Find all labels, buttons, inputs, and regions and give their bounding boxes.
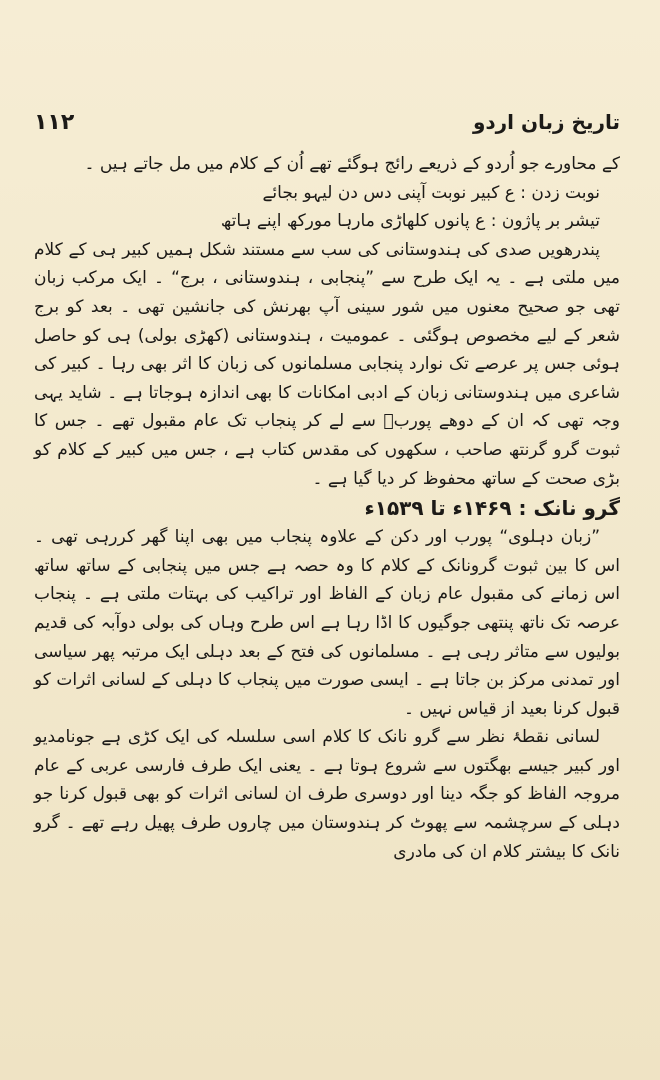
page-body xyxy=(34,150,620,866)
paragraph-2: پندرھویں صدی کی ہندوستانی کی سب سے مستند شکل ہمیں کبیر ہی کے کلام میں ملتی ہے ۔ یہ ایک طرح سے ”پنجابی ، ہندوستانی ، برج“ ۔ ایک مرکب زبان تھی جو صحیح معنوں میں شور سینی آپ بھرنش کی جانشین تھی ۔ بعد کو برج شعر کے لیے مخصوص ہوگئی ۔ عمومیت ، ہندوستانی (کھڑی بولی) ہی کو حاصل ہوئی جس پر عرصے تک نوارد پنجابی مسلمانوں کی زبان کا اثر بھی رہا ۔ کبیر کی شاعری میں ہندوستانی زبان کے ادبی امکانات کا بھی اندازہ ہوجاتا ہے ۔ شاید یہی وجہ تھی کہ ان کے دوھے پوربؔ سے لے کر پنجاب تک عام مقبول تھے ۔ جس کا ثبوت گرو گرنتھ صاحب ، سکھوں کی مقدس کتاب ہے ، جس میں کبیر کے کلام کو بڑی صحت کے ساتھ محفوظ کر دیا گیا ہے ۔ xyxy=(34,239,620,489)
paragraph-3: ”زبان دہلوی“ پورب اور دکن کے علاوہ پنجاب میں بھی اپنا گھر کررہی تھی ۔ اس کا بین ثبوت گرونانک کے کلام کا وہ حصہ ہے جس میں پنجابی کے ساتھ ساتھ اس زمانے کی مقبول عام زبان کے الفاظ اور تراکیب کی بہتات ملتی ہے ۔ پنجاب عرصہ تک ناتھ پنتھی جوگیوں کا اڈا رہا ہے اس طرح وہاں کی بولی دوآبہ کی قدیم بولیوں سے متاثر رہی ہے ۔ مسلمانوں کی فتح کے بعد دہلی ایک مرتبہ پھر سیاسی اور تمدنی مرکز بن جاتا ہے ۔ ایسی صورت میں پنجاب کا دہلی کے لسانی اثرات کو قبول کرنا بعید از قیاس نہیں ۔ xyxy=(34,527,620,719)
paragraph-4: لسانی نقطۂ نظر سے گرو نانک کا کلام اسی سلسلہ کی ایک کڑی ہے جونامدیو اور کبیر جیسے بھگتوں سے شروع ہوتا ہے ۔ یعنی ایک طرف فارسی عربی کے عام مروجہ الفاظ کو جگہ دینا اور دوسری طرف ان لسانی اثرات کو بھی قبول کرنا جو دہلی کے سرچشمہ سے پھوٹ کر ہندوستان میں چاروں طرف پھیل رہے تھے ۔ گرو نانک کا بیشتر کلام ان کی مادری xyxy=(34,727,620,862)
page-header xyxy=(34,110,620,140)
running-title: تاریخ زبان اردو xyxy=(472,110,620,134)
page-number: ۱۱۲ xyxy=(34,110,75,135)
section-heading: گرو نانک : ۱۴۶۹ء تا ۱۵۳۹ء xyxy=(364,496,620,521)
paragraph-1: کے محاورے جو اُردو کے ذریعے رائج ہوگئے تھے اُن کے کلام میں مل جاتے ہیں ۔ xyxy=(84,154,620,174)
verse-line-1: نوبت زدن : ع کبیر نوبت آپنی دس دن لیہو بجائے xyxy=(262,182,600,203)
verse-line-2: تیشر بر پاژون : ع پانوں کلھاڑی مارہا مورکھ اپنے ہاتھ xyxy=(220,211,600,232)
